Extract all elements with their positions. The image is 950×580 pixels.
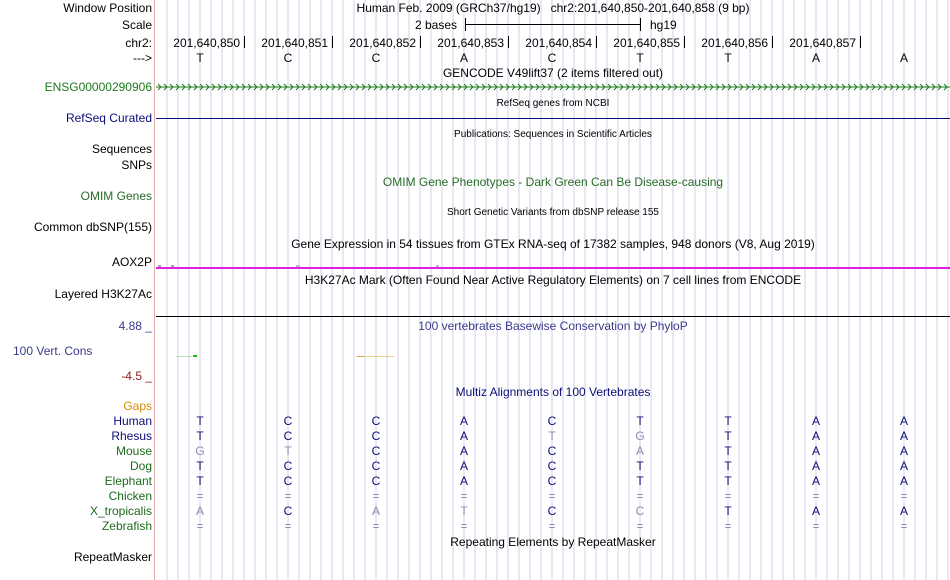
aligned-base: C [283,504,293,518]
conservation-max-value: 4.88 _ [118,319,152,333]
aligned-base: C [371,429,381,443]
h3k27ac-baseline [156,316,950,317]
omim-track-label[interactable]: OMIM Genes [80,189,152,203]
coordinate-tick [420,36,421,48]
aligned-base: T [196,459,204,473]
aligned-base: A [459,414,468,428]
reference-base: A [811,51,820,65]
refseq-track-label[interactable]: RefSeq Curated [65,111,152,125]
h3k27ac-track-title[interactable]: H3K27Ac Mark (Often Found Near Active Regulatory Elements) on 7 cell lines from ENCODE [304,273,802,287]
reference-base: T [724,51,732,65]
species-label[interactable]: Rhesus [111,429,152,443]
coordinate-label: 201,640,853 [437,36,504,50]
aligned-base: A [899,444,908,458]
aligned-base: T [196,429,204,443]
scale-bar [465,18,641,31]
aligned-base: T [636,459,644,473]
conservation-signal[interactable] [156,354,950,358]
scale-label: Scale [121,18,152,32]
gtex-tissue-marks [156,264,950,267]
aligned-base: C [635,504,645,518]
aligned-base: A [371,504,380,518]
aligned-base: C [547,504,557,518]
aligned-base: G [635,429,645,443]
aligned-base: G [195,444,205,458]
aligned-base: C [371,459,381,473]
coordinate-label: 201,640,850 [173,36,240,50]
aligned-base: T [636,474,644,488]
aligned-base: C [547,444,557,458]
aligned-base: T [196,474,204,488]
aligned-base: C [547,414,557,428]
aligned-base: T [724,414,732,428]
aligned-base: T [284,444,292,458]
aligned-base: C [283,459,293,473]
reference-base: C [371,51,381,65]
aligned-base: A [811,504,820,518]
dbsnp-track-label[interactable]: Common dbSNP(155) [33,220,152,234]
aligned-base: A [635,444,644,458]
coordinate-tick [684,36,685,48]
strand-label: ---> [133,51,152,65]
coordinate-tick [244,36,245,48]
species-label[interactable]: Zebrafish [101,519,152,533]
gtex-track-label[interactable]: AOX2P [111,255,152,269]
aligned-base: A [899,414,908,428]
reference-base: C [283,51,293,65]
conservation-track-title[interactable]: 100 vertebrates Basewise Conservation by PhyloP [418,319,688,333]
h3k27ac-track-label[interactable]: Layered H3K27Ac [54,287,152,301]
dbsnp-track-title[interactable]: Short Genetic Variants from dbSNP release 155 [447,207,659,218]
species-label[interactable]: Mouse [115,444,152,458]
coordinate-label: 201,640,852 [349,36,416,50]
aligned-base: A [811,459,820,473]
aligned-base: A [899,474,908,488]
reference-base: A [459,51,468,65]
aligned-base: C [283,414,293,428]
reference-base: C [547,51,557,65]
aligned-base: T [724,474,732,488]
species-label[interactable]: Elephant [104,474,152,488]
aligned-base: = [812,489,820,503]
aligned-base: A [811,414,820,428]
aligned-base: A [459,444,468,458]
species-label[interactable]: X_tropicalis [89,504,152,518]
aligned-base: = [724,519,732,533]
gaps-label[interactable]: Gaps [123,399,152,413]
aligned-base: = [636,519,644,533]
aligned-base: T [724,429,732,443]
aligned-base: A [195,504,204,518]
publications-track-title[interactable]: Publications: Sequences in Scientific Articles [454,129,652,140]
aligned-base: = [372,489,380,503]
aligned-base: C [371,444,381,458]
aligned-base: = [900,489,908,503]
publications-track-label[interactable]: Sequences [91,142,152,156]
refseq-gene-line[interactable] [156,118,950,119]
repeatmasker-track-label[interactable]: RepeatMasker [73,550,152,564]
aligned-base: = [724,489,732,503]
aligned-base: A [811,474,820,488]
scale-text: 2 bases [415,18,458,32]
aligned-base: A [459,459,468,473]
aligned-base: = [284,489,292,503]
aligned-base: A [811,429,820,443]
aligned-base: A [811,444,820,458]
gencode-track-title[interactable]: GENCODE V49lift37 (2 items filtered out) [442,66,664,80]
species-label[interactable]: Dog [129,459,152,473]
aligned-base: = [372,519,380,533]
aligned-base: A [459,429,468,443]
reference-base: A [899,51,908,65]
aligned-base: T [460,504,468,518]
conservation-track-label[interactable]: 100 Vert. Cons [13,344,93,358]
aligned-base: T [636,414,644,428]
aligned-base: C [283,429,293,443]
aligned-base: A [899,459,908,473]
aligned-base: A [899,504,908,518]
aligned-base: C [547,459,557,473]
window-position-text: Human Feb. 2009 (GRCh37/hg19) chr2:201,640,850-201,640,858 (9 bp) [356,1,750,15]
gtex-expression-bar[interactable] [156,267,950,269]
aligned-base: = [196,519,204,533]
aligned-base: = [460,519,468,533]
coordinate-label: 201,640,856 [701,36,768,50]
aligned-base: C [371,414,381,428]
reference-base: T [196,51,204,65]
label-separator [154,0,155,580]
reference-base: T [636,51,644,65]
aligned-base: A [899,429,908,443]
gencode-track-label[interactable]: ENSG00000290906 [44,80,152,94]
aligned-base: = [812,519,820,533]
conservation-min-value: -4.5 _ [121,369,152,383]
gtex-track-title[interactable]: Gene Expression in 54 tissues from GTEx RNA-seq of 17382 samples, 948 donors (V8, Aug 2019) [291,237,815,251]
species-label[interactable]: Chicken [108,489,152,503]
aligned-base: A [459,474,468,488]
aligned-base: T [196,414,204,428]
aligned-base: T [548,429,556,443]
coordinate-tick [860,36,861,48]
repeatmasker-track-title[interactable]: Repeating Elements by RepeatMasker [450,535,656,549]
aligned-base: = [460,489,468,503]
aligned-base: T [724,459,732,473]
aligned-base: = [900,519,908,533]
gencode-gene-feature[interactable] [156,80,950,94]
refseq-track-title[interactable]: RefSeq genes from NCBI [496,98,610,109]
coordinate-label: 201,640,851 [261,36,328,50]
multiz-track-title[interactable]: Multiz Alignments of 100 Vertebrates [455,385,651,399]
aligned-base: = [548,519,556,533]
aligned-base: = [196,489,204,503]
coordinate-label: 201,640,855 [613,36,680,50]
coordinate-tick [508,36,509,48]
aligned-base: C [371,474,381,488]
coordinate-tick [332,36,333,48]
aligned-base: C [283,474,293,488]
aligned-base: C [547,474,557,488]
coordinate-label: 201,640,857 [789,36,856,50]
coordinate-tick [772,36,773,48]
coordinate-tick [596,36,597,48]
window-position-label: Window Position [63,1,152,15]
omim-track-title[interactable]: OMIM Gene Phenotypes - Dark Green Can Be Disease-causing [382,175,724,189]
chrom-label: chr2: [125,36,152,50]
aligned-base: = [284,519,292,533]
aligned-base: = [548,489,556,503]
scale-assembly: hg19 [650,18,677,32]
coordinate-label: 201,640,854 [525,36,592,50]
aligned-base: T [724,504,732,518]
aligned-base: T [724,444,732,458]
species-label[interactable]: Human [113,414,152,428]
snps-track-label[interactable]: SNPs [121,158,152,172]
aligned-base: = [636,489,644,503]
